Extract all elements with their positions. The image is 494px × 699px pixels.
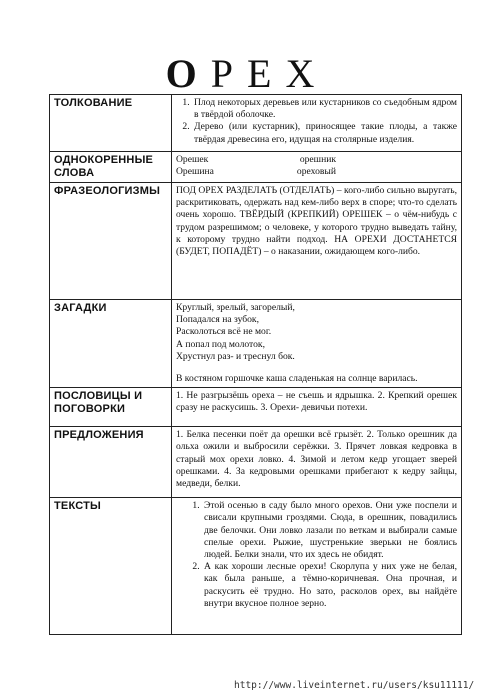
cognate-word: орешник — [299, 154, 336, 165]
row-label-teksty: ТЕКСТЫ — [50, 498, 172, 635]
table-row-poslovitsy — [50, 388, 462, 427]
row-content-odnokorennye — [172, 152, 462, 183]
text-item: 1. Этой осенью в саду было много орехов. Они уже поспели и свисали крупными гроздями. Сюда, в орешник, повадились две белочки. Они ловко лазали по веткам и выбирали самые спелые орехи. Рыжие, шустренькие зверьки не боялись людей. Белки знали, что их здесь не обидят. — [202, 500, 457, 561]
watermark: http://www.liveinternet.ru/users/ksu11111/ — [234, 680, 475, 691]
page-title — [0, 50, 494, 98]
riddle-line: В костяном горшочке каша сладенькая на солнце варилась. — [176, 373, 418, 385]
row-content-predlozheniya: 1. Белка песенки поёт да орешки всё грызёт. 2. Только орешник да ольха ожили и выбросили серёжки. 3. Прячет ловкая кедровка в старый мох орехи ловко. 4. Зимой и летом кедр угощает зверей орешками. 4. За кедровыми орешками прибегают к кедру зайцы, медведи, белки. — [172, 427, 462, 498]
riddle-line: Хрустнул раз- и треснул бок. — [176, 350, 295, 362]
table-row-zagadki — [50, 300, 462, 388]
definition-item: 1. Плод некоторых деревьев или кустарников со съедобным ядром в твёрдой оболочке. — [192, 97, 457, 121]
row-content-poslovitsy: 1. Не разгрызёшь ореха – не съешь и ядрышка. 2. Крепкий орешек сразу не раскусишь. 3. Орехи- девичьи потехи. — [172, 388, 462, 427]
table-row-odnokorennye — [50, 152, 462, 183]
cognate-word: ореховый — [296, 166, 336, 178]
cognate-word: Орешек — [176, 154, 209, 165]
riddle-line: Круглый, зрелый, загорелый, — [176, 302, 295, 313]
row-content-teksty — [172, 498, 462, 635]
table-row-tolkovanie — [50, 95, 462, 152]
text-list — [176, 500, 457, 610]
cognate-word: Орешина — [176, 166, 214, 178]
row-content-zagadki — [172, 300, 462, 388]
row-label-odnokorennye: ОДНОКОРЕННЫЕ СЛОВА — [50, 152, 172, 183]
riddle-line: Расколоться всё не мог. — [176, 326, 272, 338]
cognate-line — [176, 166, 336, 178]
table-row-frazeologizmy — [50, 183, 462, 300]
row-label-tolkovanie: ТОЛКОВАНИЕ — [50, 95, 172, 152]
word-card-table — [49, 94, 462, 635]
cognate-line — [176, 154, 336, 166]
table-row-teksty — [50, 498, 462, 635]
row-label-frazeologizmy: ФРАЗЕОЛОГИЗМЫ — [50, 183, 172, 300]
definition-item: 2. Дерево (или кустарник), приносящее такие плоды, а также твёрдая древесина его, идущая на столярные изделия. — [192, 121, 457, 145]
row-label-predlozheniya: ПРЕДЛОЖЕНИЯ — [50, 427, 172, 498]
riddle-line: Попадался на зубок, — [176, 314, 259, 326]
row-content-tolkovanie — [172, 95, 462, 152]
row-label-poslovitsy: ПОСЛОВИЦЫ И ПОГОВОРКИ — [50, 388, 172, 427]
row-content-frazeologizmy: ПОД ОРЕХ РАЗДЕЛАТЬ (ОТДЕЛАТЬ) – кого-либо сильно выругать, раскритиковать, одержать над кем-либо верх в споре; что-то сделать очень хорошо. ТВЁРДЫЙ (КРЕПКИЙ) ОРЕШЕК – о чём-нибудь с трудом разрешимом; о человеке, у которого трудно выведать тайну, к которому трудно найти подход. НА ОРЕХИ ДОСТАНЕТСЯ (БУДЕТ, ПОПАДЁТ) – о наказании, ожидающем кого-либо. — [172, 183, 462, 300]
row-label-zagadki: ЗАГАДКИ — [50, 300, 172, 388]
riddle-line: А попал под молоток, — [176, 338, 265, 350]
table-row-predlozheniya — [50, 427, 462, 498]
title-first-letter: О — [165, 51, 211, 96]
definition-list — [176, 97, 457, 146]
text-item: 2. А как хороши лесные орехи! Скорлупа у них уже не белая, как была раньше, а тёмно-коричневая. Она прочная, и раскусить её трудно. Но зато, расколов орех, вы найдёте внутри вкусное полное зерно. — [202, 561, 457, 610]
title-rest: РЕХ — [210, 51, 329, 96]
